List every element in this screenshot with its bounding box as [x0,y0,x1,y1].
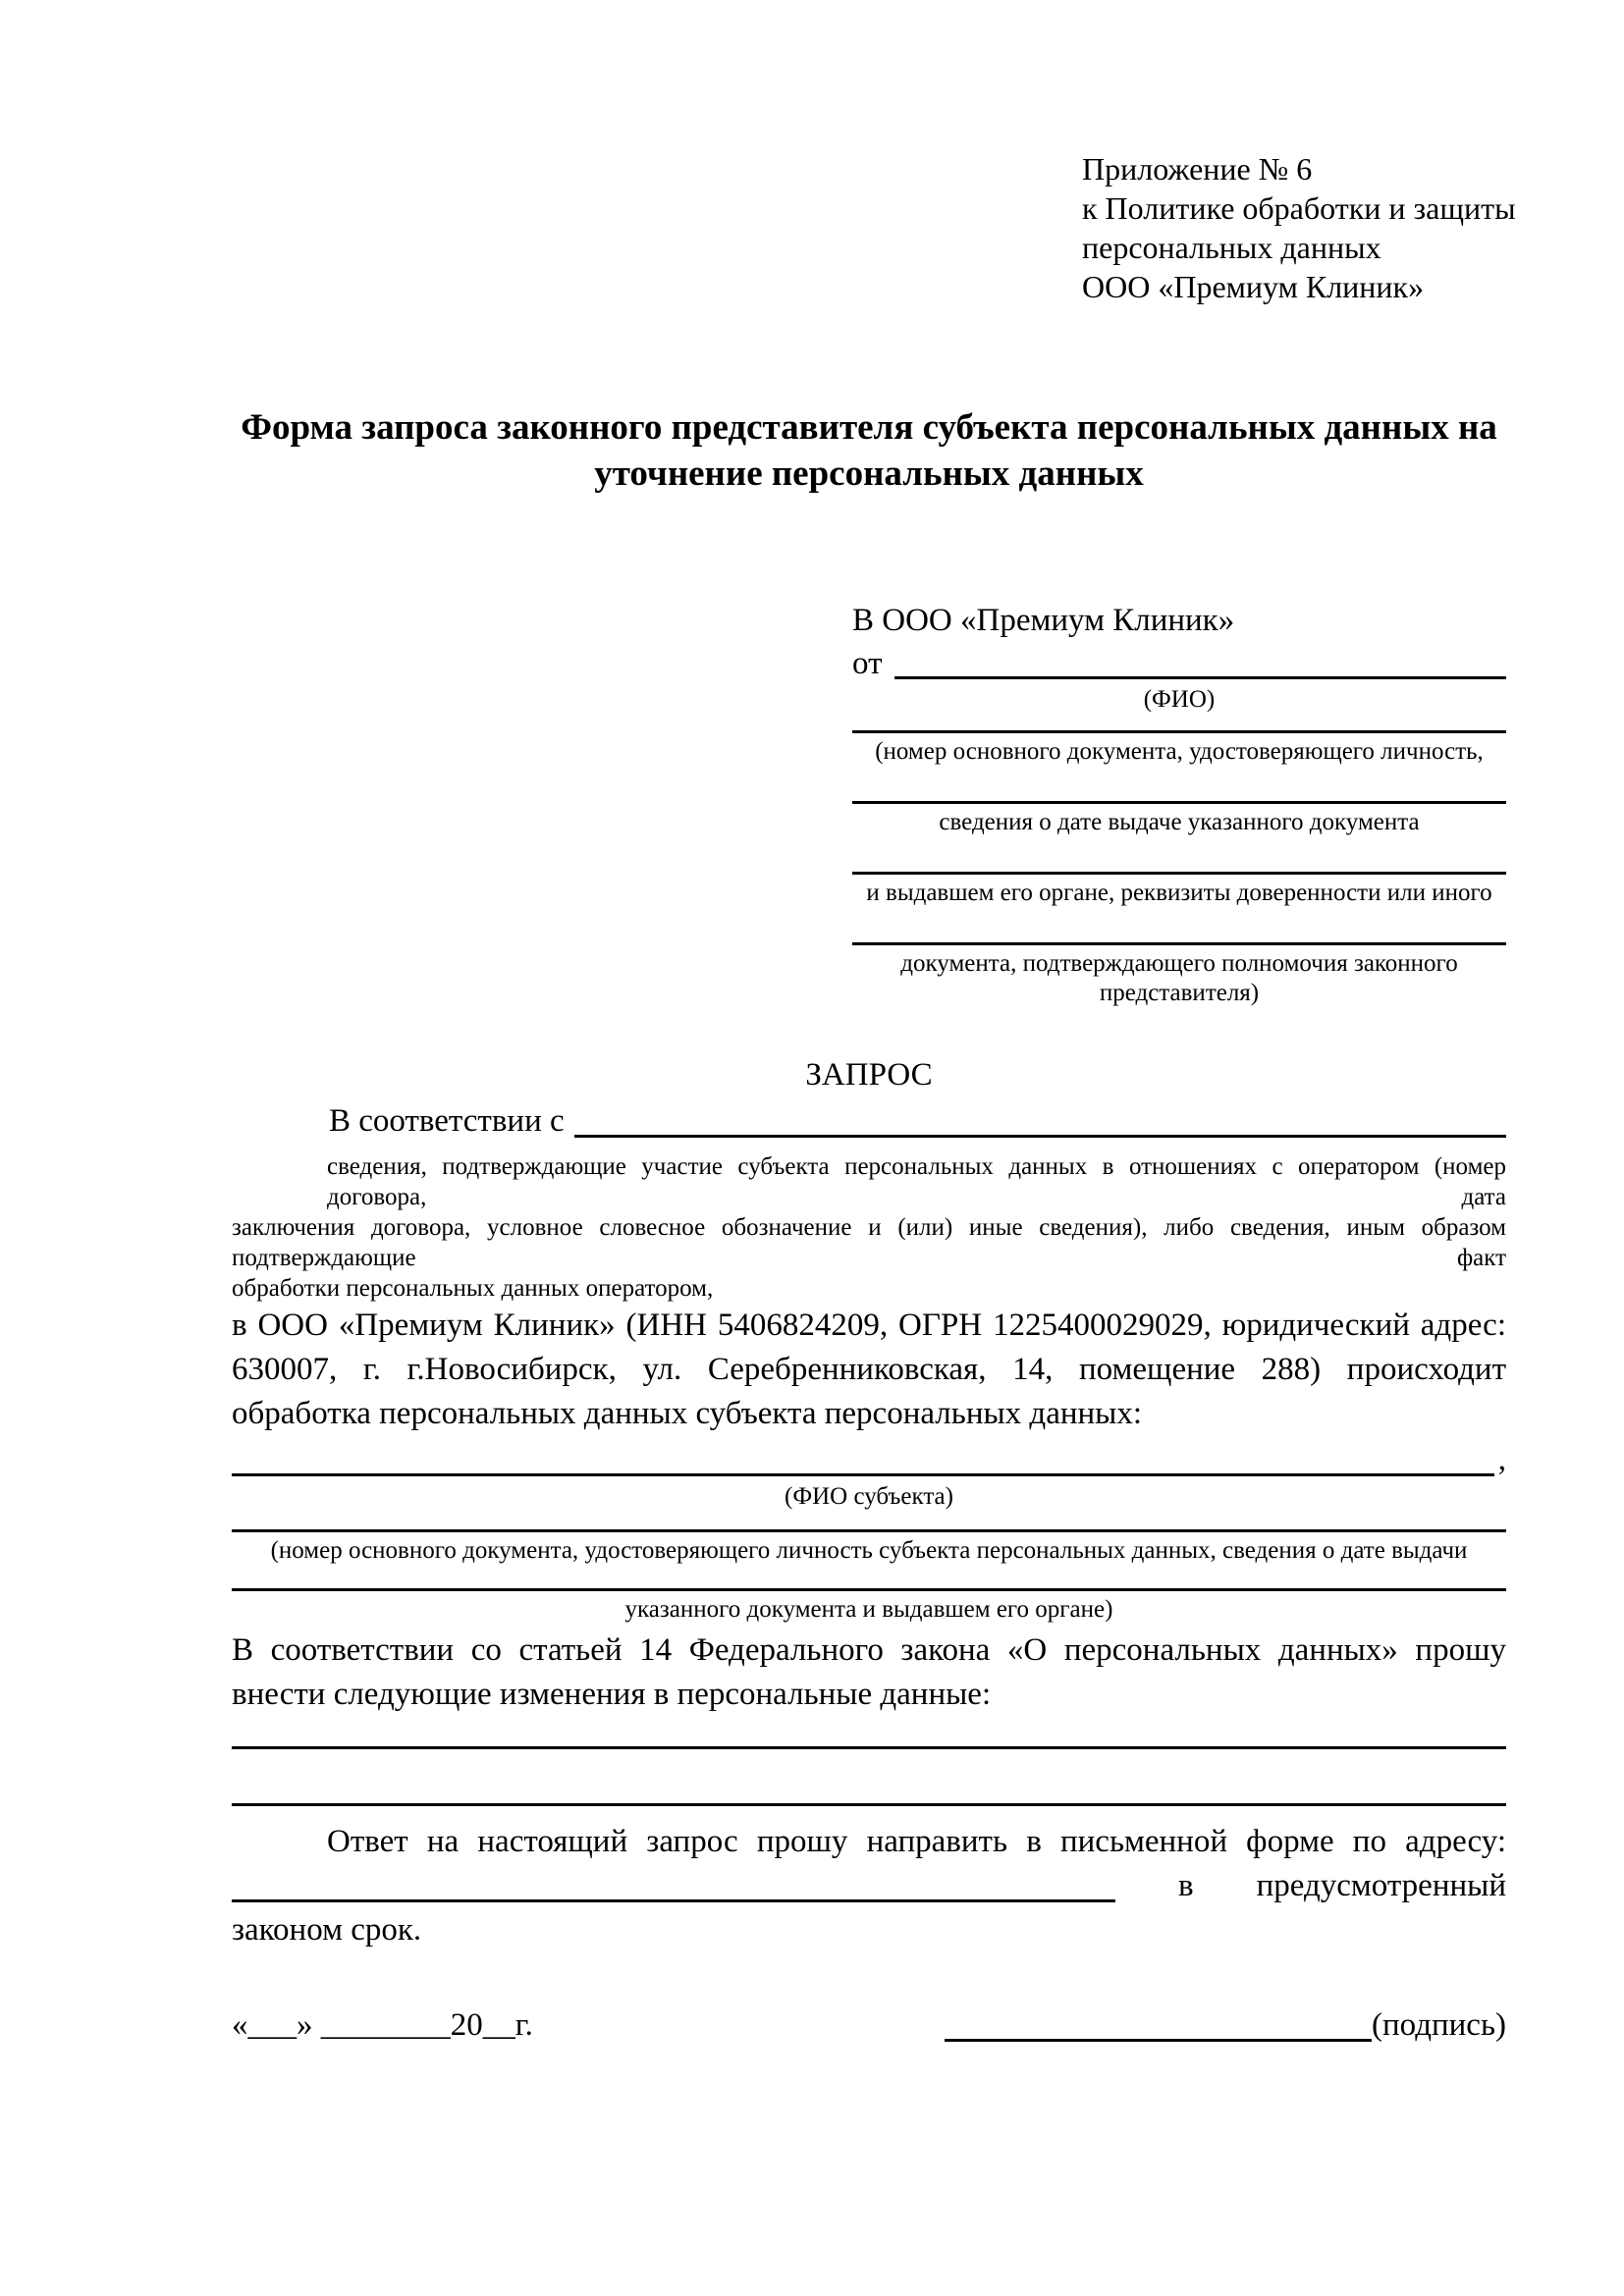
answer-word-in: в [1178,1868,1194,1903]
form-title: Форма запроса законного представителя субъекта персональных данных на уточнение персональных данных [241,407,1497,494]
answer-address-row [232,1864,1506,1908]
date-blank: «___» ________20__г. [232,2007,533,2043]
writein-caption: документа, подтверждающего полномочия законного представителя) [900,950,1458,1006]
accordance-prefix: В соответствии с [329,1103,565,1139]
appendix-line: ООО «Премиум Клиник» [1082,269,1425,304]
operator-line: обработка персональных данных субъекта персональных данных: [232,1396,1142,1431]
note-line: сведения, подтверждающие участие субъекта персональных данных в отношениях с оператором (номер договора, дата [327,1153,1506,1210]
addressee-block [852,599,1506,1008]
answer-closing: законом срок. [232,1912,422,1948]
answer-line: Ответ на настоящий запрос прошу направить в письменной форме по адресу: [327,1824,1506,1859]
subject-fio-row [232,1438,1506,1482]
writein-caption: (номер основного документа, удостоверяющего личность, [875,738,1484,765]
writein-caption: сведения о дате выдаче указанного документа [939,809,1420,835]
blank-line [232,1803,1506,1806]
signature-caption: (подпись) [1372,2007,1506,2043]
appendix-line: персональных данных [1082,230,1381,265]
from-fill-line [894,642,1507,679]
operator-line: 630007, г. г.Новосибирск, ул. Серебренниковская, 14, помещение 288) происходит [232,1352,1506,1387]
note-line: обработки персональных данных оператором, [232,1275,714,1302]
addressee-to: В ООО «Премиум Клиник» [852,603,1235,638]
note-paragraph [232,1151,1506,1304]
from-label: от [852,646,883,681]
from-row [852,642,1506,685]
answer-address-line [232,1899,1115,1902]
appendix-line: Приложение № 6 [1082,151,1313,187]
subject-doc-caption: (номер основного документа, удостоверяющего личность субъекта персональных данных, сведения о дате выдачи [270,1537,1468,1564]
note-line: заключения договора, условное словесное обозначение и (или) иные сведения), либо сведения, иным образом подтверждающие факт [232,1214,1506,1271]
fio-caption: (ФИО) [1143,686,1216,713]
law-paragraph [232,1629,1506,1717]
subject-fio-caption: (ФИО субъекта) [785,1483,953,1510]
footer-row [232,2003,1506,2048]
law-line: внести следующие изменения в персональные данные: [232,1677,992,1712]
signature-line [945,2039,1372,2042]
law-line: В соответствии со статьей 14 Федерального закона «О персональных данных» прошу [232,1632,1506,1668]
answer-word-provided: предусмотренный [1256,1868,1506,1903]
appendix-block [1082,149,1516,306]
operator-line: в ООО «Премиум Клиник» (ИНН 5406824209, ОГРН 1225400029029, юридический адрес: [232,1308,1506,1343]
blank-line [232,1746,1506,1749]
accordance-fill-line [574,1099,1506,1138]
accordance-row [232,1099,1506,1144]
writein-caption: и выдавшем его органе, реквизиты доверенности или иного [866,880,1492,906]
appendix-line: к Политике обработки и защиты [1082,190,1516,226]
request-heading: ЗАПРОС [805,1057,933,1093]
subject-fill-line [232,1438,1494,1476]
operator-paragraph [232,1304,1506,1436]
subject-comma: , [1497,1442,1506,1477]
subject-doc-caption: указанного документа и выдавшем его органе) [624,1596,1113,1623]
